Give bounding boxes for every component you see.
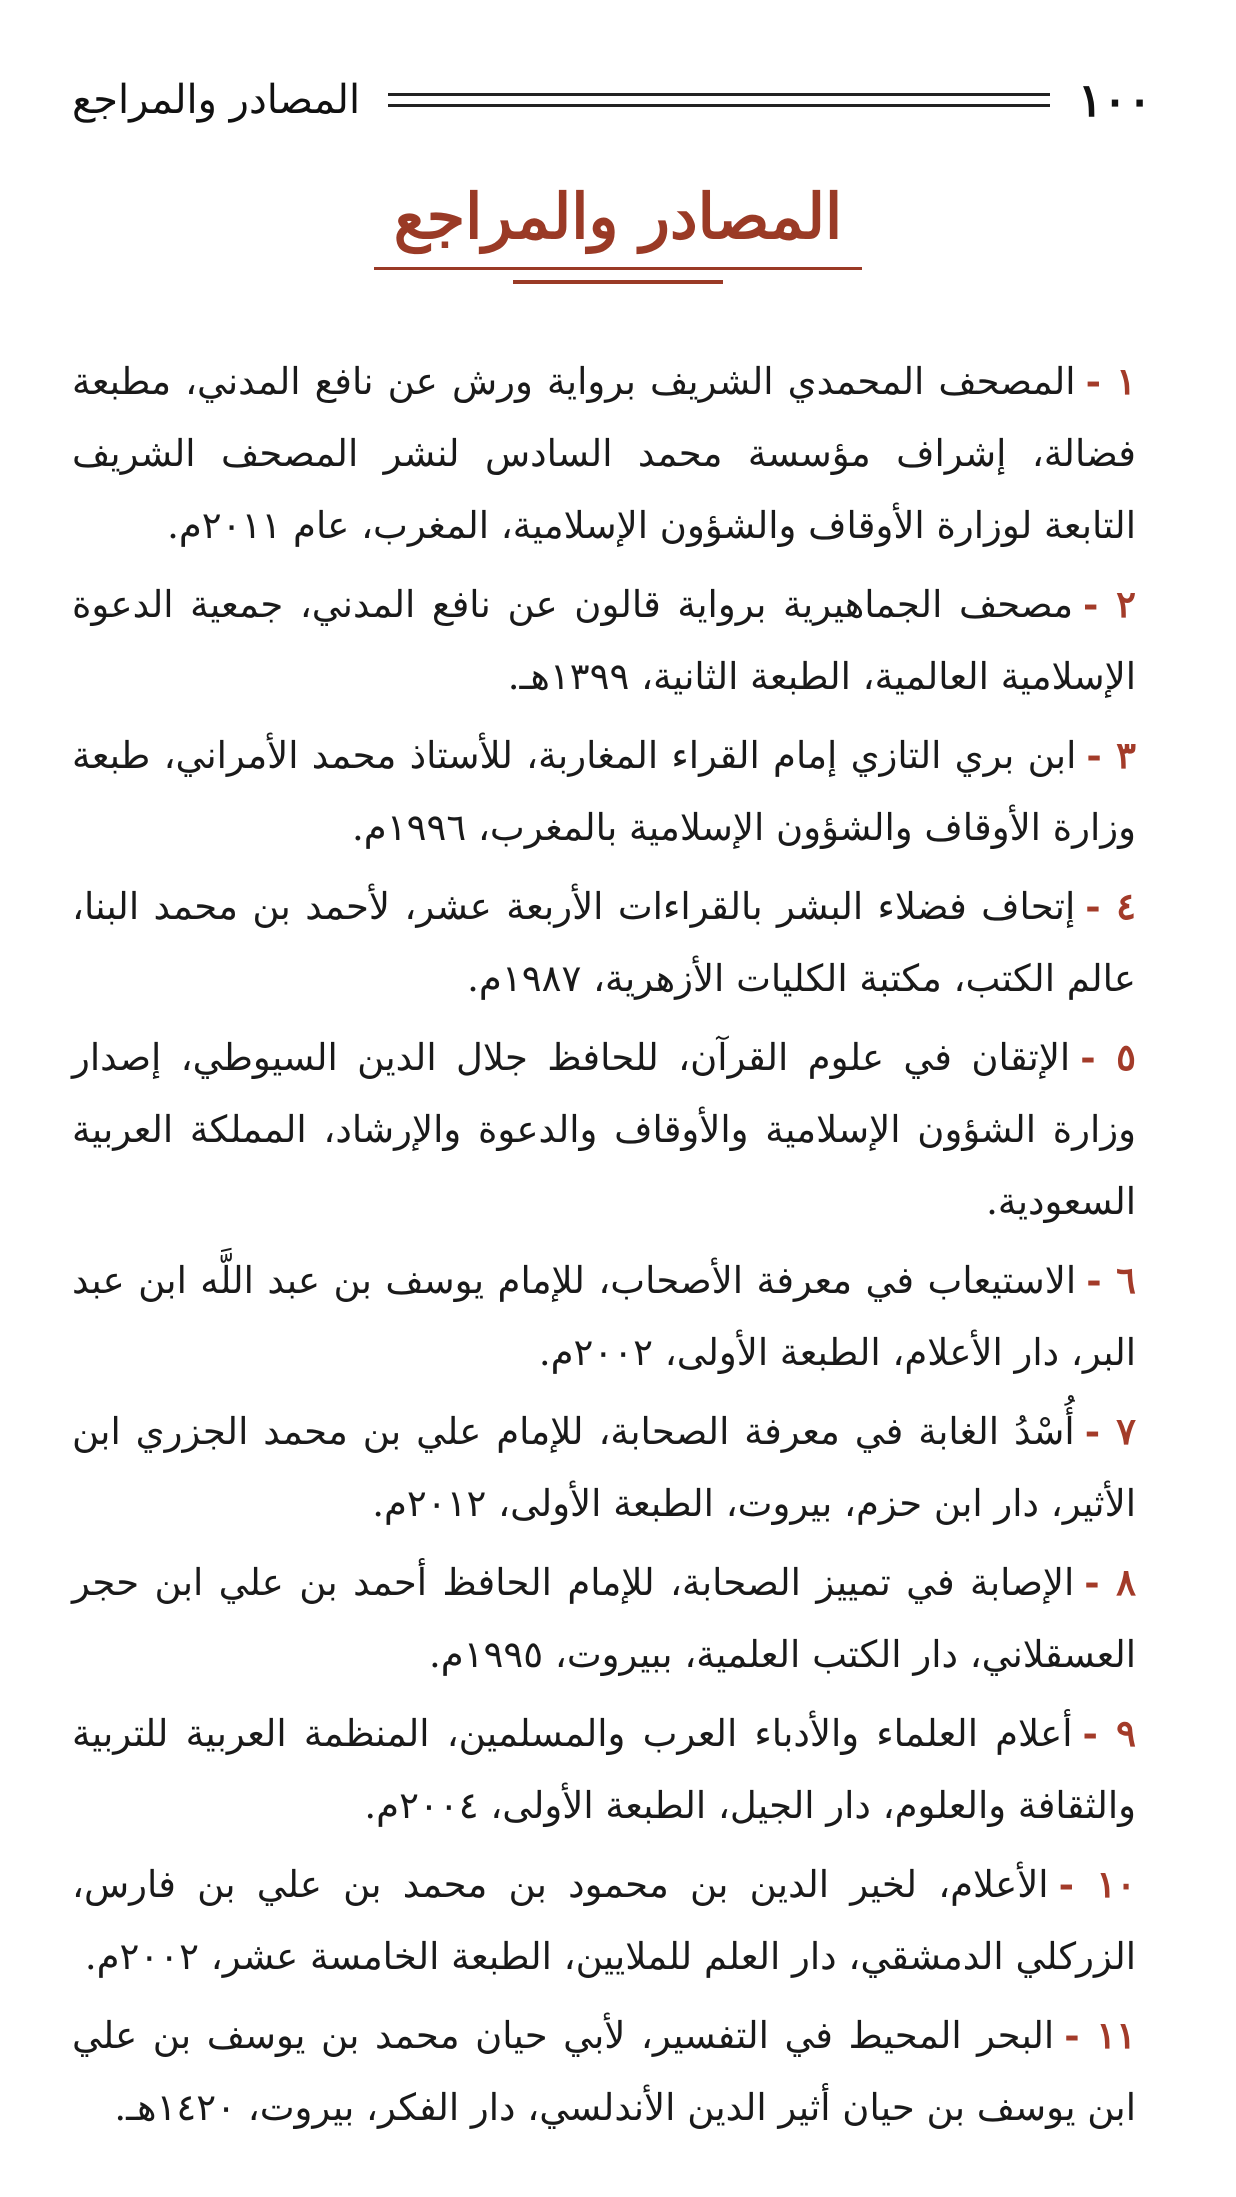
reference-text: أُسْدُ الغابة في معرفة الصحابة، للإمام علي بن محمد الجزري ابن الأثير، دار ابن حزم، بيروت، الطبعة الأولى، ٢٠١٢م. bbox=[72, 1410, 1136, 1525]
reference-number: ٣ - bbox=[1086, 733, 1136, 777]
reference-item bbox=[72, 1848, 1136, 1993]
page-number: ١٠٠ bbox=[1077, 73, 1152, 127]
running-title: المصادر والمراجع bbox=[72, 77, 361, 123]
reference-list bbox=[72, 345, 1136, 2150]
reference-text: أعلام العلماء والأدباء العرب والمسلمين، المنظمة العربية للتربية والثقافة والعلوم، دار الجيل، الطبعة الأولى، ٢٠٠٤م. bbox=[72, 1712, 1136, 1827]
reference-item bbox=[72, 345, 1136, 562]
reference-text: البحر المحيط في التفسير، لأبي حيان محمد بن يوسف بن علي ابن يوسف بن حيان أثير الدين الأندلسي، دار الفكر، بيروت، ١٤٢٠هـ. bbox=[72, 2014, 1136, 2129]
section-title: المصادر والمراجع bbox=[374, 180, 862, 270]
header-rule bbox=[388, 93, 1050, 107]
reference-text: إتحاف فضلاء البشر بالقراءات الأربعة عشر، لأحمد بن محمد البنا، عالم الكتب، مكتبة الكليات الأزهرية، ١٩٨٧م. bbox=[72, 885, 1136, 1000]
reference-number: ٦ - bbox=[1086, 1258, 1136, 1302]
reference-number: ٤ - bbox=[1085, 884, 1136, 928]
section-heading bbox=[0, 180, 1236, 284]
reference-item bbox=[72, 1244, 1136, 1389]
reference-text: مصحف الجماهيرية برواية قالون عن نافع المدني، جمعية الدعوة الإسلامية العالمية، الطبعة الثانية، ١٣٩٩هـ. bbox=[72, 583, 1136, 698]
reference-number: ٥ - bbox=[1080, 1035, 1136, 1079]
reference-number: ٧ - bbox=[1084, 1409, 1136, 1453]
reference-number: ١١ - bbox=[1064, 2013, 1136, 2057]
reference-item bbox=[72, 1697, 1136, 1842]
reference-text: الاستيعاب في معرفة الأصحاب، للإمام يوسف بن عبد اللَّه ابن عبد البر، دار الأعلام، الطبعة الأولى، ٢٠٠٢م. bbox=[72, 1259, 1136, 1374]
reference-text: الأعلام، لخير الدين بن محمود بن محمد بن علي بن فارس، الزركلي الدمشقي، دار العلم للملايين، الطبعة الخامسة عشر، ٢٠٠٢م. bbox=[72, 1863, 1136, 1978]
reference-item bbox=[72, 568, 1136, 713]
reference-number: ٢ - bbox=[1083, 582, 1136, 626]
reference-number: ٨ - bbox=[1084, 1560, 1137, 1604]
reference-item bbox=[72, 719, 1136, 864]
reference-item bbox=[72, 1395, 1136, 1540]
reference-text: الإصابة في تمييز الصحابة، للإمام الحافظ أحمد بن علي ابن حجر العسقلاني، دار الكتب العلمية، ببيروت، ١٩٩٥م. bbox=[72, 1561, 1136, 1676]
reference-text: الإتقان في علوم القرآن، للحافظ جلال الدين السيوطي، إصدار وزارة الشؤون الإسلامية والأوقاف والدعوة والإرشاد، المملكة العربية السعودية. bbox=[72, 1036, 1136, 1223]
title-underline bbox=[513, 280, 723, 284]
reference-text: المصحف المحمدي الشريف برواية ورش عن نافع المدني، مطبعة فضالة، إشراف مؤسسة محمد السادس لنشر المصحف الشريف التابعة لوزارة الأوقاف والشؤون الإسلامية، المغرب، عام ٢٠١١م. bbox=[72, 360, 1136, 547]
running-header bbox=[72, 70, 1152, 130]
reference-number: ٩ - bbox=[1082, 1711, 1136, 1755]
reference-item bbox=[72, 1546, 1136, 1691]
reference-item bbox=[72, 870, 1136, 1015]
reference-number: ١٠ - bbox=[1058, 1862, 1136, 1906]
reference-number: ١ - bbox=[1085, 359, 1136, 403]
reference-text: ابن بري التازي إمام القراء المغاربة، للأستاذ محمد الأمراني، طبعة وزارة الأوقاف والشؤون الإسلامية بالمغرب، ١٩٩٦م. bbox=[72, 734, 1136, 849]
reference-item bbox=[72, 1021, 1136, 1238]
reference-item bbox=[72, 1999, 1136, 2144]
